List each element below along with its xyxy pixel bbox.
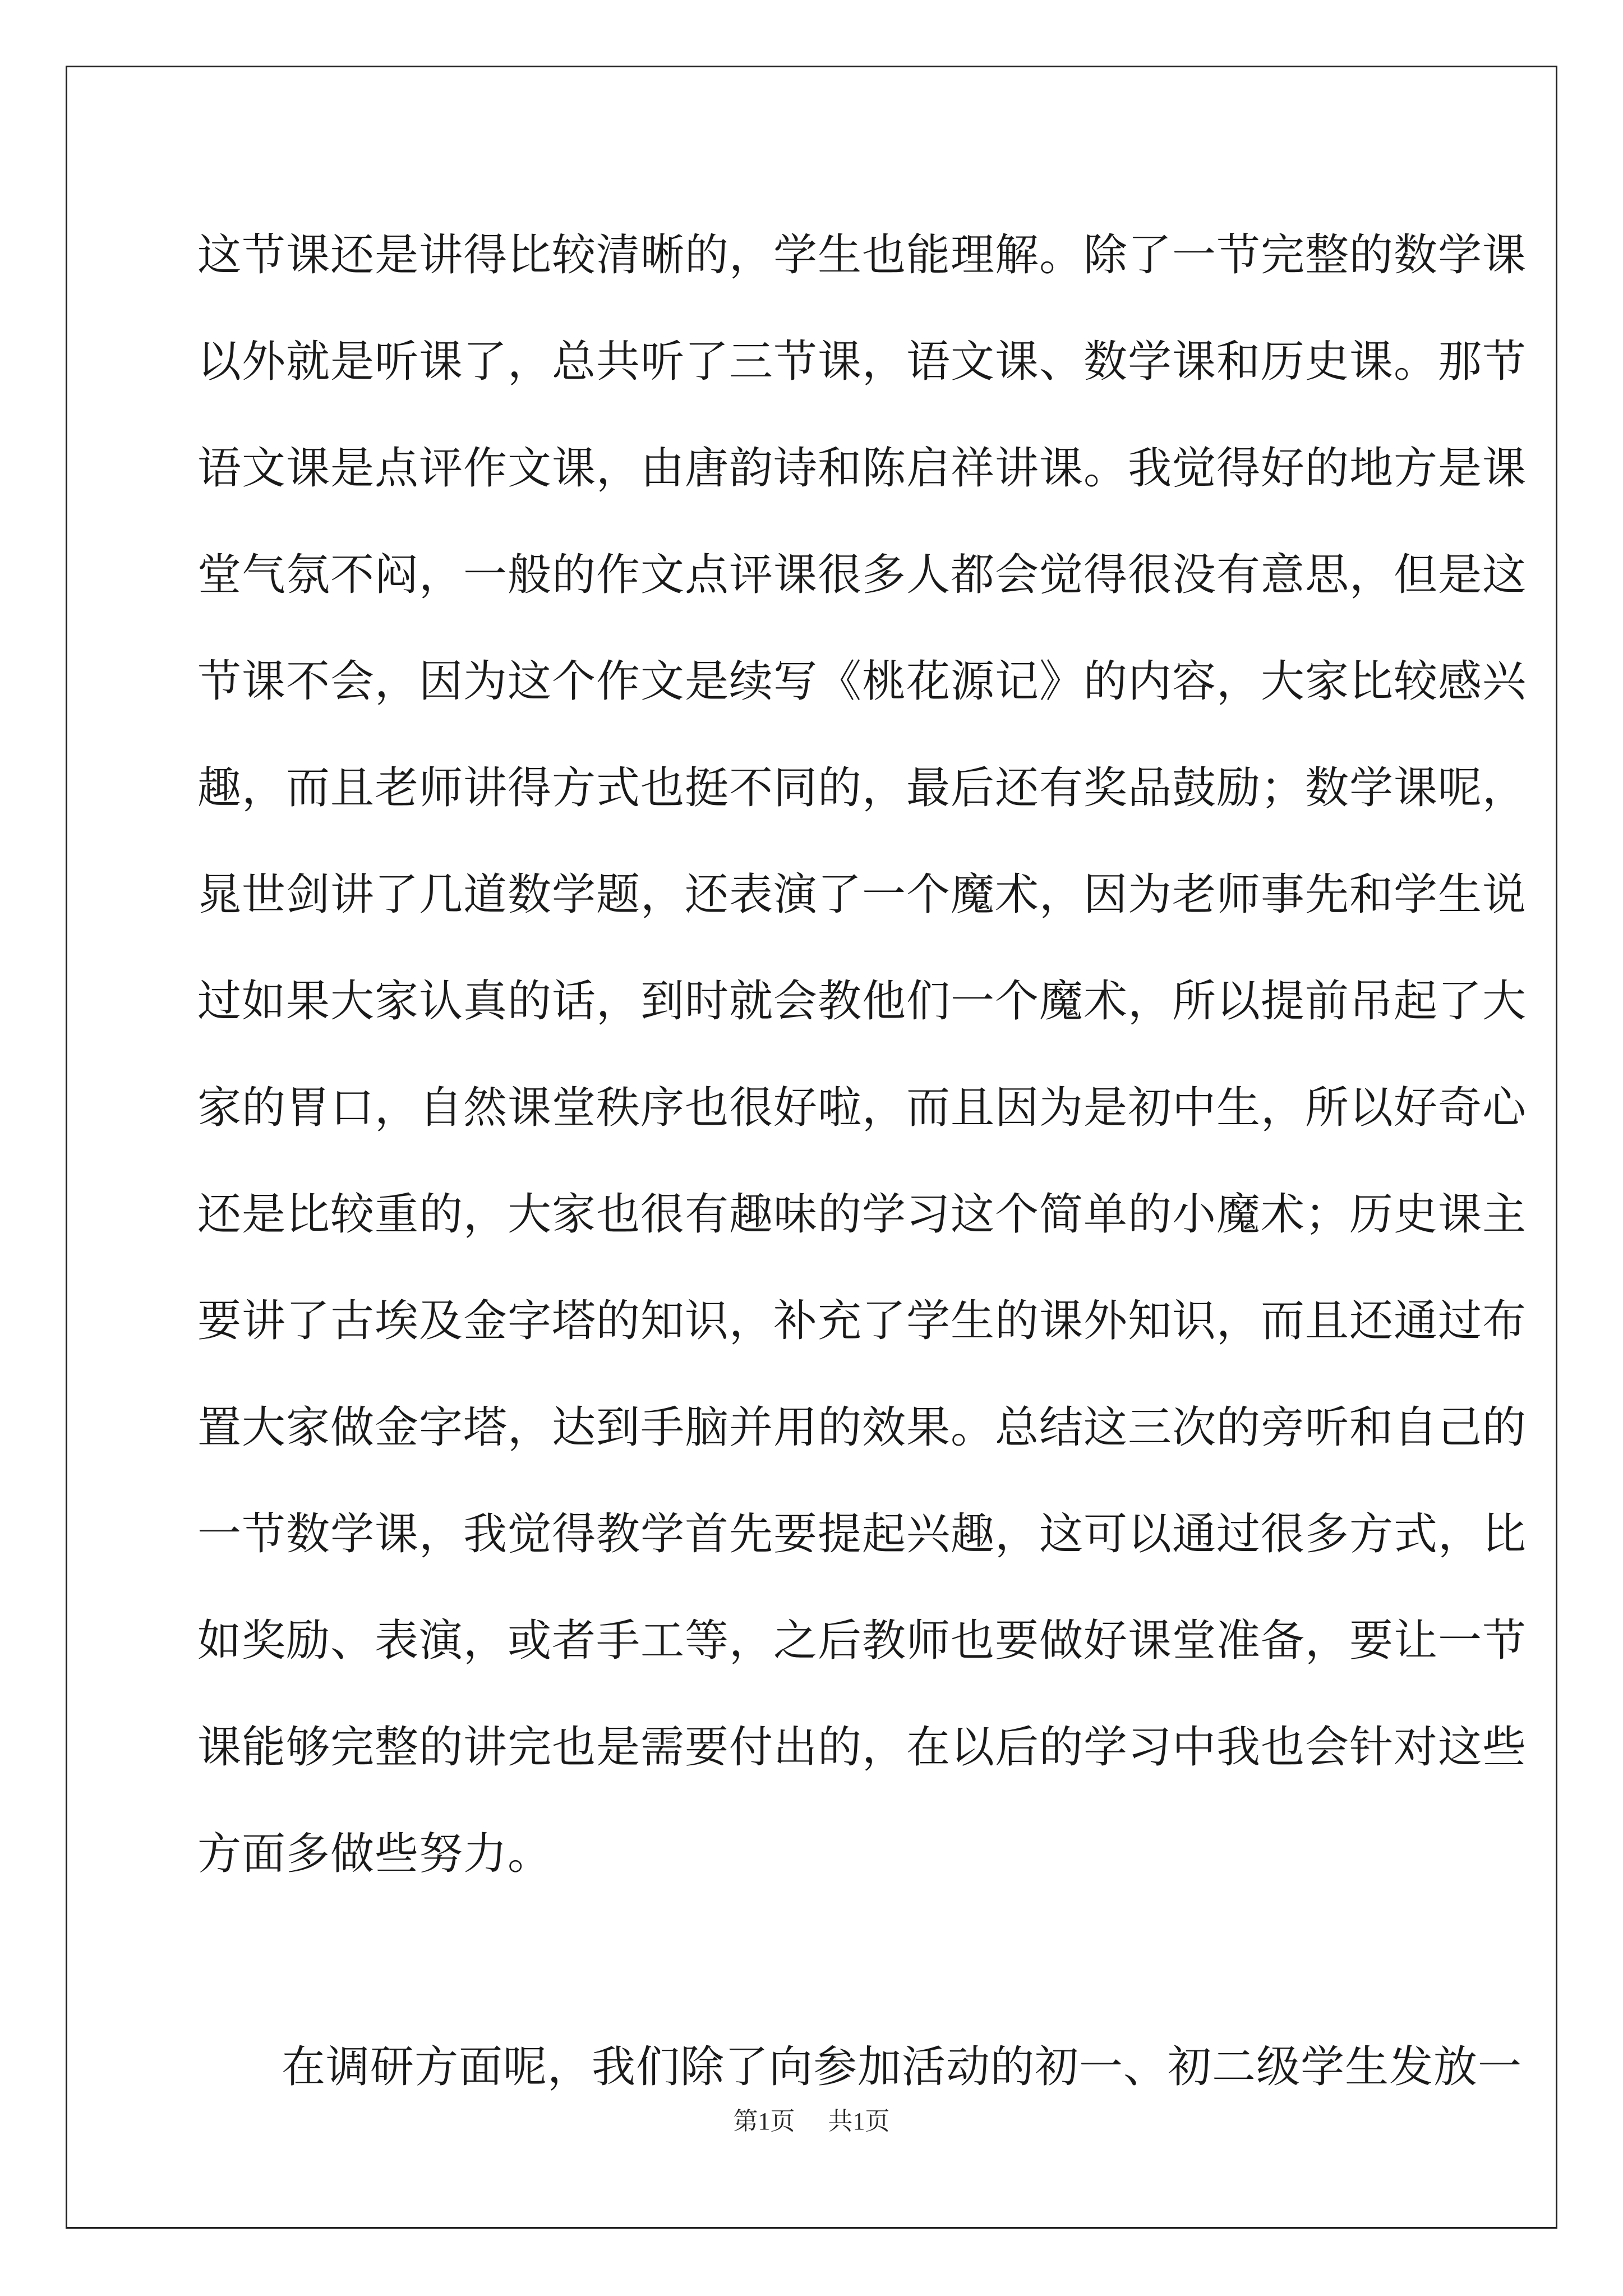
text-line: 要讲了古埃及金字塔的知识，补充了学生的课外知识，而且还通过布 <box>197 1296 1527 1346</box>
text-line: 晁世剑讲了几道数学题，还表演了一个魔术，因为老师事先和学生说 <box>197 869 1527 920</box>
page-footer <box>0 2101 1623 2137</box>
text-line: 过如果大家认真的话，到时就会教他们一个魔术，所以提前吊起了大 <box>197 976 1527 1027</box>
page-total: 共1页 <box>828 2108 890 2135</box>
paragraph-gap <box>197 1907 1431 2014</box>
text-line: 课能够完整的讲完也是需要付出的，在以后的学习中我也会针对这些 <box>197 1722 1527 1773</box>
text-line: 节课不会，因为这个作文是续写《桃花源记》的内容，大家比较感兴 <box>197 656 1527 707</box>
text-line: 这节课还是讲得比较清晰的，学生也能理解。除了一节完整的数学课 <box>197 230 1527 280</box>
text-line: 方面多做些努力。 <box>197 1829 552 1879</box>
paragraph-start: 在调研方面呢，我们除了向参加活动的初一、初二级学生发放一 <box>282 2042 1523 2092</box>
page-number: 第1页 <box>733 2108 795 2135</box>
text-line: 堂气氛不闷，一般的作文点评课很多人都会觉得很没有意思，但是这 <box>197 550 1527 600</box>
text-line: 以外就是听课了，总共听了三节课，语文课、数学课和历史课。那节 <box>197 337 1527 387</box>
text-line: 趣，而且老师讲得方式也挺不同的，最后还有奖品鼓励；数学课呢， <box>197 763 1527 813</box>
text-line: 语文课是点评作文课，由唐韵诗和陈启祥讲课。我觉得好的地方是课 <box>197 443 1527 494</box>
document-body <box>197 202 1527 2120</box>
text-line: 家的胃口，自然课堂秩序也很好啦，而且因为是初中生，所以好奇心 <box>197 1083 1527 1133</box>
text-line: 一节数学课，我觉得教学首先要提起兴趣，这可以通过很多方式，比 <box>197 1509 1527 1559</box>
text-line: 如奖励、表演，或者手工等，之后教师也要做好课堂准备，要让一节 <box>197 1616 1527 1666</box>
text-line: 置大家做金字塔，达到手脑并用的效果。总结这三次的旁听和自己的 <box>197 1402 1527 1453</box>
text-line: 还是比较重的，大家也很有趣味的学习这个简单的小魔术；历史课主 <box>197 1189 1527 1240</box>
